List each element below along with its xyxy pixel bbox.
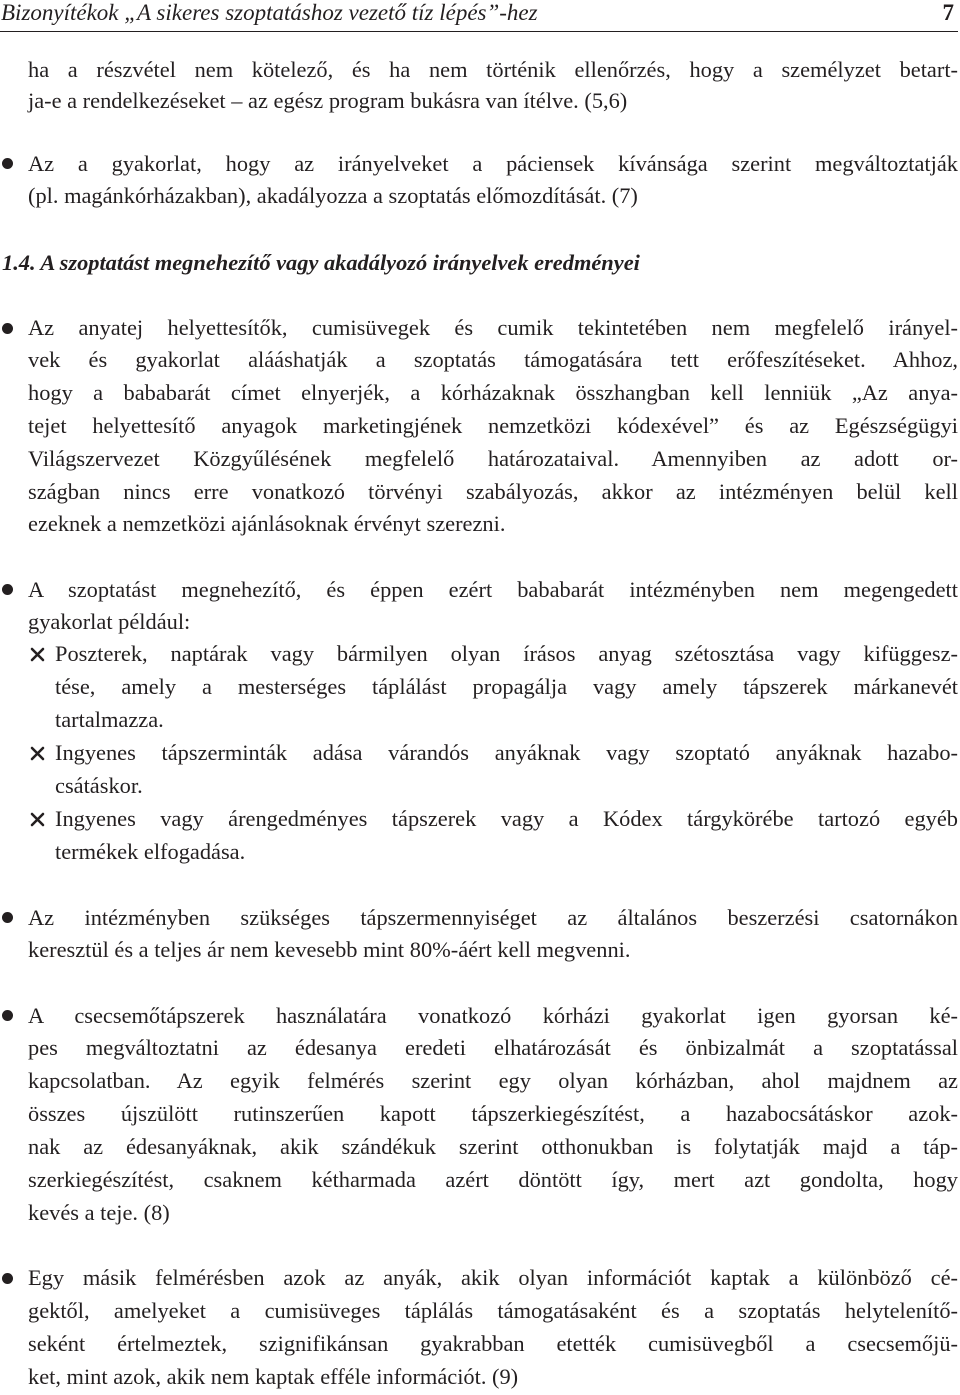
bullet-dot	[2, 1010, 13, 1021]
paragraph-line: keresztül és a teljes ár nem kevesebb mint 80%-áért kell megvenni.	[28, 937, 631, 962]
paragraph-line: Az anyatej helyettesítők, cumisüvegek és cumik tekintetében nem megfelelő irányel-	[28, 315, 958, 340]
paragraph-line: összes újszülött rutinszerűen kapott tápszerkiegészítést, a hazabocsátáskor azok-	[28, 1101, 958, 1126]
paragraph-line: A szoptatást megnehezítő, és éppen ezért bababarát intézményben nem megengedett	[28, 577, 958, 602]
list-item-line: termékek elfogadása.	[55, 839, 246, 864]
paragraph-line: ha a részvétel nem kötelező, és ha nem történik ellenőrzés, hogy a személyzet betart-	[28, 57, 958, 82]
bullet-dot	[2, 158, 13, 169]
paragraph-line: Az a gyakorlat, hogy az irányelveket a páciensek kívánsága szerint megváltoztatják	[28, 151, 958, 176]
paragraph-line: szágban nincs erre vonatkozó törvényi szabályozás, akkor az intézményen belül kell	[28, 479, 958, 504]
paragraph-line: gektől, amelyeket a cumisüveges táplálás támogatásaként és a szoptatás helytelenítő-	[28, 1298, 958, 1323]
bullet-dot	[2, 1273, 13, 1284]
paragraph-line: Egy másik felmérésben azok az anyák, akik olyan információt kaptak a különböző cé-	[28, 1265, 958, 1290]
header-title: Bizonyítékok „A sikeres szoptatáshoz vezető tíz lépés”-hez	[1, 0, 538, 25]
paragraph-line: gyakorlat például:	[28, 609, 191, 634]
list-item-line: Poszterek, naptárak vagy bármilyen olyan írásos anyag szétosztása vagy kifüggesz-	[55, 641, 958, 666]
paragraph-line: ja-e a rendelkezéseket – az egész program bukásra van ítélve. (5,6)	[28, 88, 628, 113]
bullet-dot	[2, 323, 13, 334]
running-header	[0, 0, 958, 32]
paragraph-line: vek és gyakorlat alááshatják a szoptatás támogatására tett erőfeszítéseket. Ahhoz,	[28, 347, 958, 372]
paragraph-line: A csecsemőtápszerek használatára vonatkozó kórházi gyakorlat igen gyorsan ké-	[28, 1003, 958, 1028]
paragraph-line: ket, mint azok, akik nem kaptak efféle információt. (9)	[28, 1364, 519, 1389]
list-item-line: tése, amely a mesterséges táplálást propagálja vagy amely tápszerek márkanevét	[55, 674, 958, 699]
paragraph-line: pes megváltoztatni az édesanya eredeti elhatározását és önbizalmát a szoptatással	[28, 1035, 958, 1060]
paragraph-line: (pl. magánkórházakban), akadályozza a szoptatás előmozdítását. (7)	[28, 183, 638, 208]
paragraph-line: szerkiegészítést, csaknem kétharmada azért döntött így, mert azt gondolta, hogy	[28, 1167, 958, 1192]
paragraph-line: kapcsolatban. Az egyik felmérés szerint egy olyan kórházban, ahol majdnem az	[28, 1068, 958, 1093]
x-mark-icon	[30, 745, 46, 761]
paragraph-line: Az intézményben szükséges tápszermennyiséget az általános beszerzési csatornákon	[28, 905, 958, 930]
x-mark-icon	[30, 811, 46, 827]
paragraph-line: Világszervezet Közgyűlésének megfelelő határozataival. Amennyiben az adott or-	[28, 446, 958, 471]
bullet-dot	[2, 912, 13, 923]
list-item-line: csátáskor.	[55, 773, 143, 798]
list-item-line: Ingyenes vagy árengedményes tápszerek vagy a Kódex tárgykörébe tartozó egyéb	[55, 806, 958, 831]
list-item-line: Ingyenes tápszerminták adása várandós anyáknak vagy szoptató anyáknak hazabo-	[55, 740, 958, 765]
paragraph-line: tejet helyettesítő anyagok marketingjének nemzetközi kódexével” és az Egészségügyi	[28, 413, 958, 438]
x-mark-icon	[30, 646, 46, 662]
paragraph-line: nak az édesanyáknak, akik szándékuk szerint otthonukban is folytatják majd a táp-	[28, 1134, 958, 1159]
paragraph-line: ezeknek a nemzetközi ajánlásoknak érvényt szerezni.	[28, 511, 506, 536]
list-item-line: tartalmazza.	[55, 707, 164, 732]
section-heading: 1.4. A szoptatást megnehezítő vagy akadályozó irányelvek eredményei	[2, 250, 640, 275]
bullet-dot	[2, 584, 13, 595]
page-number: 7	[942, 0, 954, 25]
paragraph-line: seként értelmeztek, szignifikánsan gyakrabban etették cumisüvegből a csecsemőjü-	[28, 1331, 958, 1356]
paragraph-line: hogy a bababarát címet elnyerjék, a kórházaknak összhangban kell lenniük „Az anya-	[28, 380, 958, 405]
paragraph-line: kevés a teje. (8)	[28, 1200, 170, 1225]
